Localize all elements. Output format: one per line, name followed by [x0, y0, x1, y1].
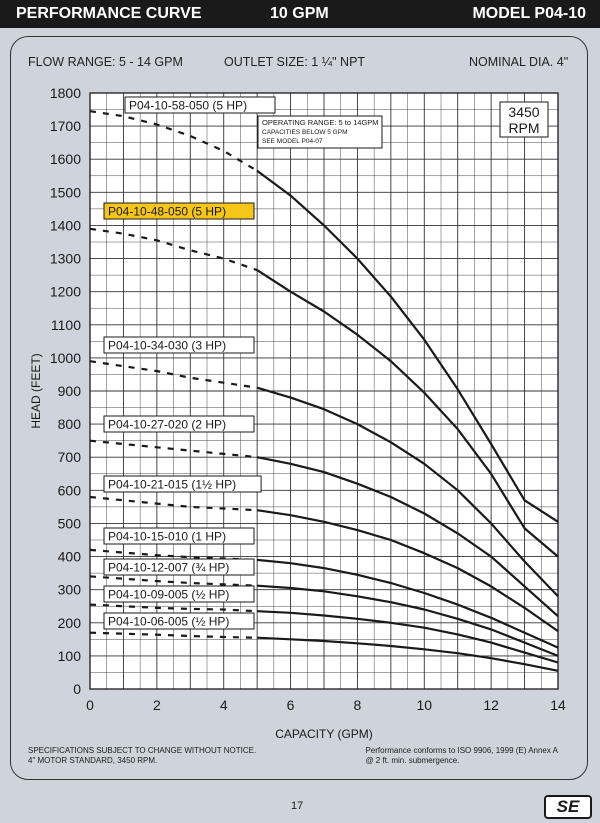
header-model: MODEL P04-10 — [472, 5, 586, 22]
y-tick-label: 1700 — [49, 118, 81, 135]
y-tick-label: 1500 — [49, 184, 81, 201]
curve-label: P04-10-58-050 (5 HP) — [129, 98, 248, 113]
x-tick-label: 8 — [353, 697, 362, 713]
curve-label: P04-10-27-020 (2 HP) — [108, 417, 227, 432]
x-tick-label: 0 — [86, 697, 94, 713]
x-tick-label: 2 — [152, 697, 161, 713]
y-tick-label: 1000 — [49, 349, 81, 366]
footer-specifications — [28, 746, 256, 766]
curve-label: P04-10-21-015 (1½ HP) — [108, 477, 237, 492]
x-tick-label: 10 — [416, 697, 433, 713]
x-tick-label: 14 — [550, 697, 566, 713]
nominal-dia-label: NOMINAL DIA. 4" — [469, 55, 569, 69]
header-title: PERFORMANCE CURVE — [16, 5, 202, 22]
outlet-size-label: OUTLET SIZE: 1 ¼" NPT — [224, 55, 366, 69]
y-tick-label: 200 — [57, 614, 81, 631]
footer-performance-note — [365, 746, 558, 766]
y-tick-label: 1800 — [49, 85, 81, 101]
y-tick-label: 100 — [57, 647, 81, 664]
header-flow: 10 GPM — [270, 5, 329, 22]
flow-range-label: FLOW RANGE: 5 - 14 GPM — [28, 55, 183, 69]
y-tick-label: 300 — [57, 581, 81, 598]
annotation-line: CAPACITIES BELOW 5 GPM — [262, 129, 348, 136]
footer-left-line2: 4" MOTOR STANDARD, 3450 RPM. — [28, 756, 158, 765]
y-tick-label: 1300 — [49, 250, 81, 267]
y-tick-label: 700 — [57, 449, 81, 466]
annotation-line: OPERATING RANGE: 5 to 14GPM — [262, 118, 379, 127]
rpm-unit: RPM — [508, 120, 540, 136]
rpm-value: 3450 — [508, 104, 540, 120]
y-tick-label: 600 — [57, 482, 81, 499]
x-tick-label: 6 — [286, 697, 295, 713]
curve-label: P04-10-48-050 (5 HP) — [108, 204, 227, 219]
y-tick-label: 1100 — [50, 316, 81, 333]
footer-right-line1: Performance conforms to ISO 9906, 1999 (E) Annex A — [365, 746, 558, 755]
curve-label: P04-10-34-030 (3 HP) — [108, 338, 227, 353]
y-tick-label: 0 — [73, 681, 81, 697]
y-tick-label: 1200 — [49, 283, 81, 300]
y-tick-label: 400 — [57, 548, 81, 565]
y-tick-label: 1600 — [49, 151, 81, 168]
curve-label: P04-10-12-007 (¾ HP) — [108, 560, 230, 575]
curve-label: P04-10-06-005 (½ HP) — [108, 614, 230, 629]
curve-label: P04-10-15-010 (1 HP) — [108, 529, 227, 544]
page-number: 17 — [291, 800, 304, 812]
footer-left-line1: SPECIFICATIONS SUBJECT TO CHANGE WITHOUT NOTICE. — [28, 746, 257, 755]
x-tick-label: 4 — [219, 697, 228, 713]
curve-label: P04-10-09-005 (½ HP) — [108, 587, 230, 602]
y-tick-label: 800 — [57, 416, 81, 433]
y-tick-label: 900 — [57, 383, 81, 399]
footer-right-line2: @ 2 ft. min. submergence. — [365, 756, 460, 765]
x-tick-label: 12 — [483, 697, 499, 713]
annotation-line: SEE MODEL P04-07 — [262, 138, 323, 145]
brand-logo: SE — [544, 795, 592, 819]
y-axis-label: HEAD (FEET) — [29, 353, 43, 429]
x-axis-label: CAPACITY (GPM) — [275, 727, 373, 741]
y-tick-label: 500 — [57, 515, 81, 532]
y-tick-label: 1400 — [49, 217, 81, 234]
